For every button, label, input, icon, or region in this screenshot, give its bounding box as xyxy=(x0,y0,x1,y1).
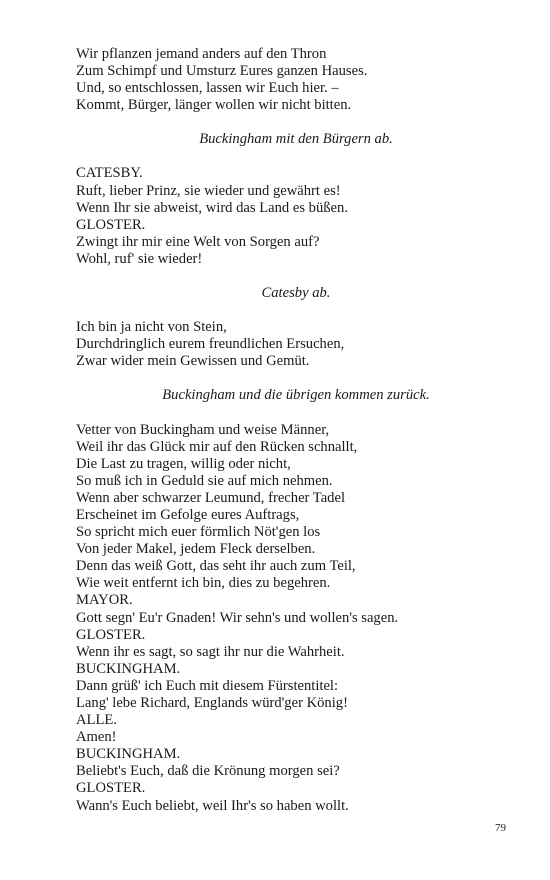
verse-line: Zum Schimpf und Umsturz Eures ganzen Hauses. xyxy=(76,63,368,80)
verse-line: Die Last zu tragen, willig oder nicht, xyxy=(76,455,291,472)
verse-line: Beliebt's Euch, daß die Krönung morgen sei? xyxy=(76,763,340,780)
verse-line: Zwingt ihr mir eine Welt von Sorgen auf? xyxy=(76,233,320,250)
stage-direction: Catesby ab. xyxy=(261,285,331,302)
verse-line: Wir pflanzen jemand anders auf den Thron xyxy=(76,46,327,62)
stage-direction: Buckingham und die übrigen kommen zurück. xyxy=(162,387,430,404)
spacer xyxy=(76,302,516,319)
speaker-name: GLOSTER. xyxy=(76,216,146,233)
verse-line: Wann's Euch beliebt, weil Ihr's so haben wollt. xyxy=(76,797,349,814)
verse-line: Und, so entschlossen, lassen wir Euch hier. – xyxy=(76,80,339,97)
verse-block-1 xyxy=(76,46,516,114)
verse-line: Wohl, ruf' sie wieder! xyxy=(76,250,203,267)
page-body xyxy=(76,46,516,815)
verse-line: Ruft, lieber Prinz, sie wieder und gewährt es! xyxy=(76,182,341,199)
speaker-name: GLOSTER. xyxy=(76,780,146,797)
verse-line: Erscheinet im Gefolge eures Auftrags, xyxy=(76,506,300,523)
speaker-name: MAYOR. xyxy=(76,592,133,609)
speaker-name: GLOSTER. xyxy=(76,626,146,643)
verse-line: Ich bin ja nicht von Stein, xyxy=(76,319,227,336)
verse-block-3 xyxy=(76,319,516,370)
verse-line: Weil ihr das Glück mir auf den Rücken schnallt, xyxy=(76,438,358,455)
spacer xyxy=(76,148,516,165)
verse-block-2 xyxy=(76,165,516,268)
spacer xyxy=(76,370,516,387)
verse-line: Amen! xyxy=(76,729,117,746)
verse-line: Von jeder Makel, jedem Fleck derselben. xyxy=(76,541,316,558)
verse-line: Vetter von Buckingham und weise Männer, xyxy=(76,421,330,438)
verse-line: Wie weit entfernt ich bin, dies zu begehren. xyxy=(76,575,331,592)
verse-line: Lang' lebe Richard, Englands würd'ger König! xyxy=(76,695,348,711)
speaker-name: ALLE. xyxy=(76,712,117,729)
verse-line: Gott segn' Eu'r Gnaden! Wir sehn's und wollen's sagen. xyxy=(76,609,399,626)
verse-line: Durchdringlich eurem freundlichen Ersuchen, xyxy=(76,336,345,353)
stage-direction: Buckingham mit den Bürgern ab. xyxy=(199,131,393,148)
page-number: 79 xyxy=(495,822,506,834)
spacer xyxy=(76,405,516,422)
speaker-name: CATESBY. xyxy=(76,165,143,182)
verse-block-4 xyxy=(76,422,516,815)
verse-line: Dann grüß' ich Euch mit diesem Fürstentitel: xyxy=(76,677,339,694)
spacer xyxy=(76,268,516,285)
spacer xyxy=(76,114,516,131)
verse-line: Denn das weiß Gott, das seht ihr auch zum Teil, xyxy=(76,558,356,575)
speaker-name: BUCKINGHAM. xyxy=(76,660,181,677)
verse-line: Kommt, Bürger, länger wollen wir nicht bitten. xyxy=(76,97,352,114)
verse-line: Wenn ihr es sagt, so sagt ihr nur die Wahrheit. xyxy=(76,643,345,660)
verse-line: So muß ich in Geduld sie auf mich nehmen. xyxy=(76,472,333,489)
verse-line: Wenn aber schwarzer Leumund, frecher Tadel xyxy=(76,489,345,506)
speaker-name: BUCKINGHAM. xyxy=(76,746,181,763)
verse-line: Zwar wider mein Gewissen und Gemüt. xyxy=(76,353,310,370)
verse-line: Wenn Ihr sie abweist, wird das Land es büßen. xyxy=(76,199,348,216)
verse-line: So spricht mich euer förmlich Nöt'gen los xyxy=(76,524,321,541)
